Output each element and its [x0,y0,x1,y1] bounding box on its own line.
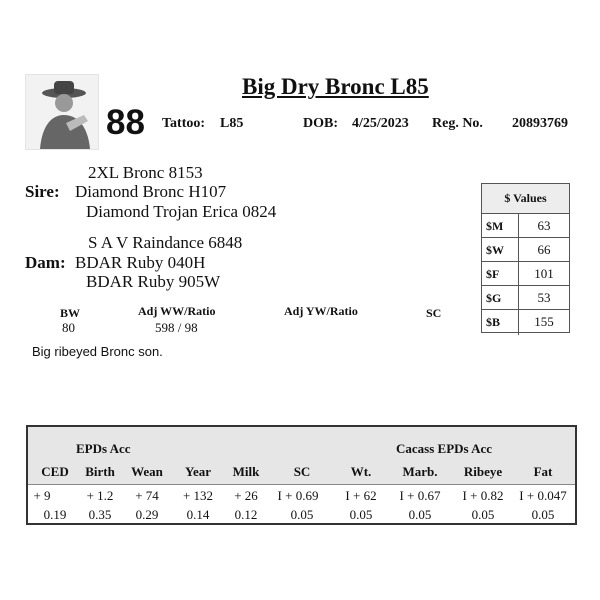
sire-label: Sire: [25,182,60,201]
tattoo-value: L85 [220,116,244,131]
dollar-key: $M [482,214,519,237]
epd-col-header: SC [293,464,311,479]
epd-col-header: Milk [232,464,260,479]
epd-accuracy: 0.05 [408,507,432,522]
epd-value: + 1.2 [86,488,114,503]
dollar-value: 66 [537,242,551,257]
bw-value: 80 [62,320,75,335]
sire-sire: 2XL Bronc 8153 [88,163,203,182]
animal-title: Big Dry Bronc L85 [242,74,429,99]
dob-value: 4/25/2023 [352,116,409,131]
sc-label: SC [426,306,442,320]
dollar-values-header: $ Values [482,184,569,214]
epd-accuracy: 0.05 [349,507,373,522]
epd-value: I + 0.69 [277,488,319,503]
epd-col-header: Year [185,464,211,479]
sire-name: Diamond Bronc H107 [75,182,227,201]
dollar-row [482,238,569,262]
lot-number: 88 [106,103,145,142]
dollar-key: $G [482,286,519,309]
epd-value: I + 62 [345,488,377,503]
dollar-value: 155 [534,314,554,329]
cowboy-logo-image [25,74,99,150]
epd-col-header: Wt. [350,464,372,479]
comment-text: Big ribeyed Bronc son. [32,344,163,359]
tattoo-label: Tattoo: [162,116,206,131]
epd-col-header: Wean [131,464,163,479]
sire-dam: Diamond Trojan Erica 0824 [86,202,277,221]
epd-accuracy: 0.19 [43,507,67,522]
epd-accuracy: 0.05 [290,507,314,522]
dollar-row [482,214,569,238]
bw-label: BW [60,306,81,320]
epd-accuracy: 0.05 [531,507,555,522]
dam-label: Dam: [25,253,66,272]
epd-accuracy: 0.05 [471,507,495,522]
yw-label: Adj YW/Ratio [284,304,358,318]
epd-accuracy: 0.35 [88,507,112,522]
epd-col-header: Birth [85,464,115,479]
dam-name: BDAR Ruby 040H [75,253,206,272]
dam-dam: BDAR Ruby 905W [86,272,221,291]
epd-col-header: Marb. [402,464,438,479]
ww-value: 598 / 98 [155,320,198,335]
epd-value: I + 0.047 [519,488,567,503]
epd-value: + 132 [182,488,214,503]
reg-value: 20893769 [512,116,568,131]
carcass-group-label: Cacass EPDs Acc [396,441,493,456]
ww-label: Adj WW/Ratio [138,304,216,318]
epd-table [26,425,577,525]
epd-col-header: Fat [533,464,553,479]
dam-sire: S A V Raindance 6848 [88,233,243,252]
dollar-value: 63 [537,218,551,233]
dob-label: DOB: [303,116,338,131]
dollar-row [482,262,569,286]
epd-value: + 74 [135,488,159,503]
dollar-values-box [481,183,570,333]
epd-col-header: CED [41,464,69,479]
epd-accuracy: 0.14 [186,507,210,522]
dollar-key: $F [482,262,519,285]
dollar-row [482,286,569,310]
reg-label: Reg. No. [432,116,483,131]
dollar-row [482,310,569,335]
epd-group-label: EPDs Acc [76,441,131,456]
dollar-key: $W [482,238,519,261]
epd-value: I + 0.82 [462,488,504,503]
epd-col-header: Ribeye [463,464,503,479]
epd-value: + 9 [33,488,51,503]
dollar-value: 101 [534,266,554,281]
epd-value: I + 0.67 [399,488,441,503]
epd-accuracy: 0.12 [234,507,258,522]
epd-accuracy: 0.29 [135,507,159,522]
epd-value: + 26 [234,488,258,503]
dollar-value: 53 [537,290,551,305]
dollar-key: $B [482,310,519,335]
